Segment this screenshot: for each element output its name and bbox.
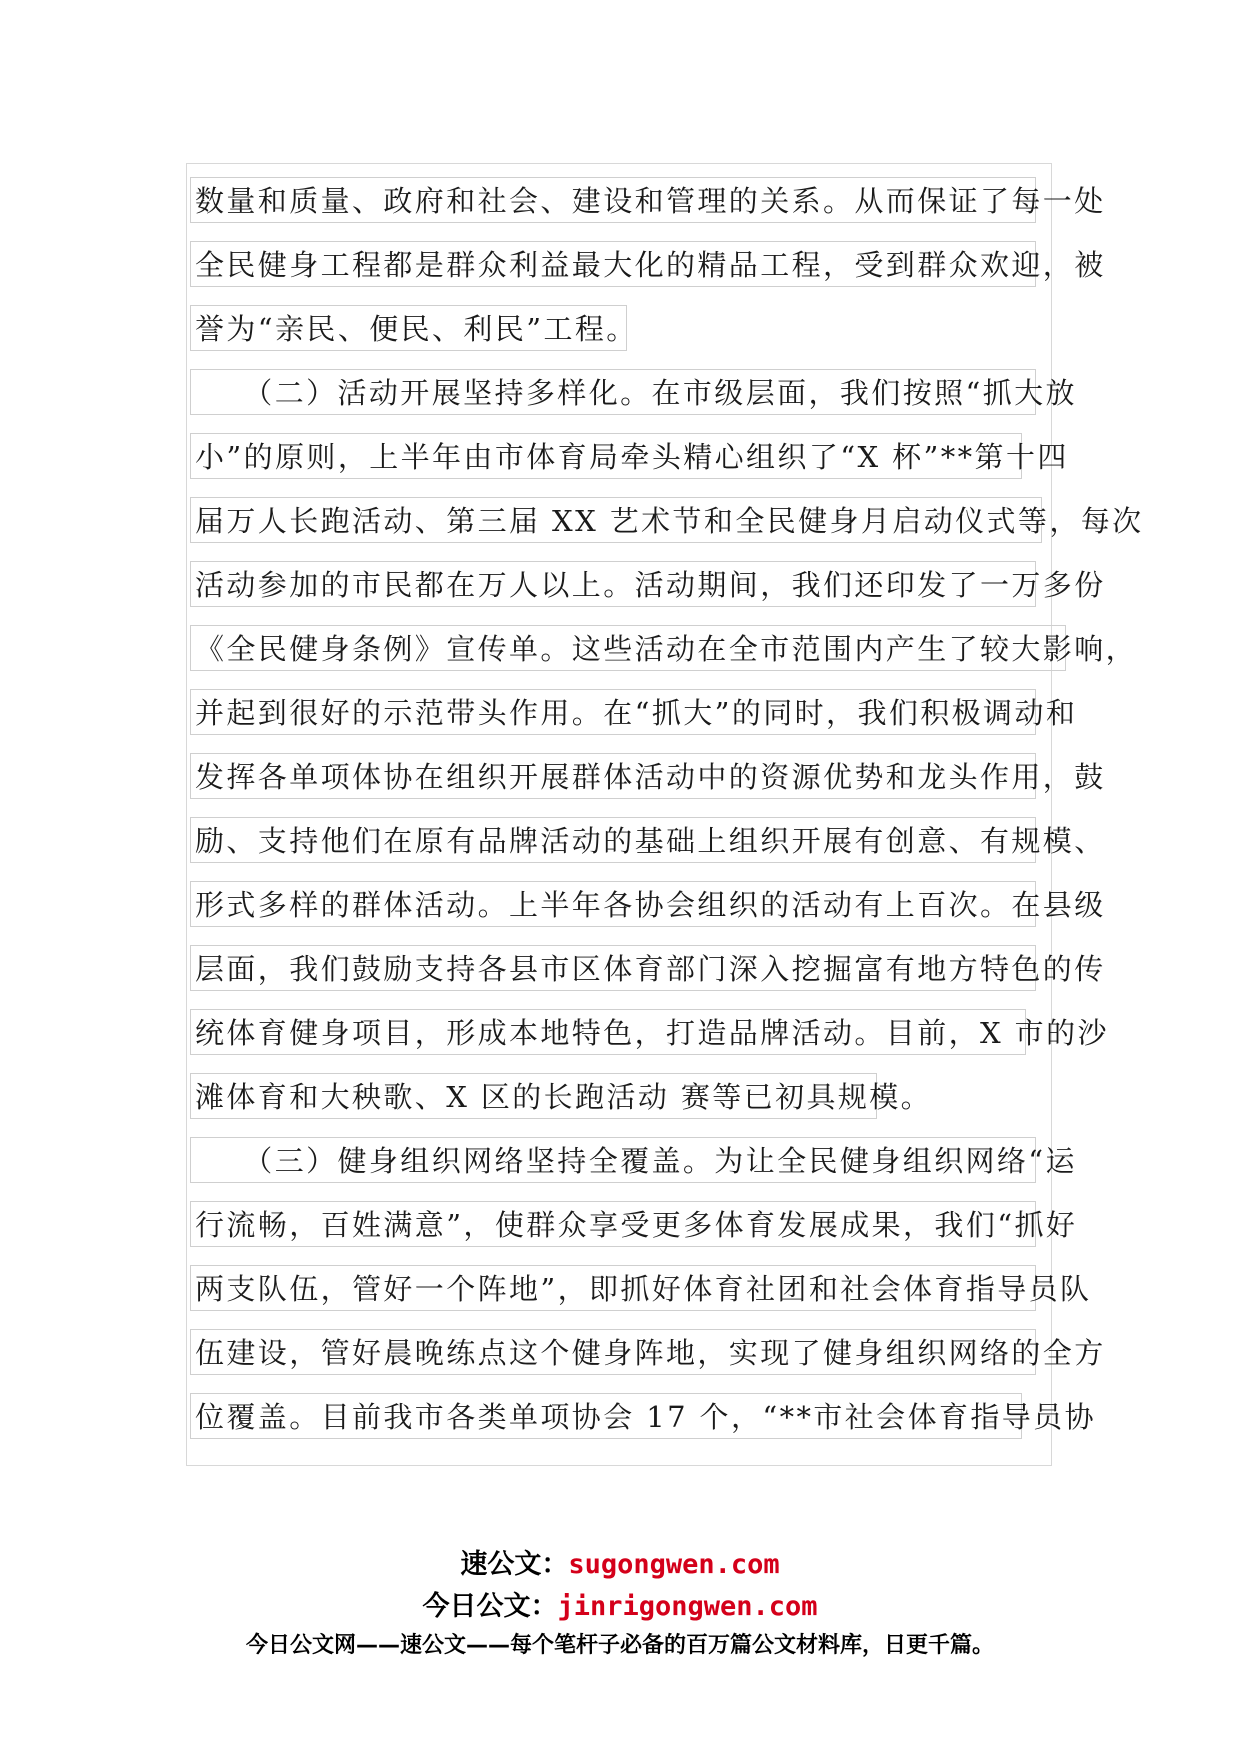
text-line: 小”的原则，上半年由市体育局牵头精心组织了“X 杯”**第十四 bbox=[190, 433, 1022, 479]
text-line: 位覆盖。目前我市各类单项协会 17 个，“**市社会体育指导员协 bbox=[190, 1393, 1022, 1439]
text-line: 届万人长跑活动、第三届 XX 艺术节和全民健身月启动仪式等，每次 bbox=[190, 497, 1042, 543]
footer-line-sugongwen bbox=[0, 1542, 1240, 1581]
text-line: 形式多样的群体活动。上半年各协会组织的活动有上百次。在县级 bbox=[190, 881, 1036, 927]
text-line: 《全民健身条例》宣传单。这些活动在全市范围内产生了较大影响， bbox=[190, 625, 1066, 671]
text-line: 两支队伍，管好一个阵地”，即抓好体育社团和社会体育指导员队 bbox=[190, 1265, 1036, 1311]
text-line: 统体育健身项目，形成本地特色，打造品牌活动。目前，X 市的沙 bbox=[190, 1009, 1026, 1055]
text-line: （三）健身组织网络坚持全覆盖。为让全民健身组织网络“运 bbox=[190, 1137, 1036, 1183]
text-line: 誉为“亲民、便民、利民”工程。 bbox=[190, 305, 627, 351]
text-line: 行流畅，百姓满意”，使群众享受更多体育发展成果，我们“抓好 bbox=[190, 1201, 1036, 1247]
text-line: 发挥各单项体协在组织开展群体活动中的资源优势和龙头作用，鼓 bbox=[190, 753, 1036, 799]
footer-label: 速公文： bbox=[460, 1549, 569, 1580]
text-line: 伍建设，管好晨晚练点这个健身阵地，实现了健身组织网络的全方 bbox=[190, 1329, 1036, 1375]
text-line: （二）活动开展坚持多样化。在市级层面，我们按照“抓大放 bbox=[190, 369, 1036, 415]
text-line: 全民健身工程都是群众利益最大化的精品工程，受到群众欢迎，被 bbox=[190, 241, 1036, 287]
text-line: 励、支持他们在原有品牌活动的基础上组织开展有创意、有规模、 bbox=[190, 817, 1036, 863]
text-line: 并起到很好的示范带头作用。在“抓大”的同时，我们积极调动和 bbox=[190, 689, 1036, 735]
footer-link-jinrigongwen[interactable]: jinrigongwen.com bbox=[557, 1591, 818, 1622]
footer-label: 今日公文： bbox=[422, 1591, 558, 1622]
text-line: 数量和质量、政府和社会、建设和管理的关系。从而保证了每一处 bbox=[190, 177, 1036, 223]
footer-link-sugongwen[interactable]: sugongwen.com bbox=[568, 1549, 780, 1580]
text-line: 层面，我们鼓励支持各县市区体育部门深入挖掘富有地方特色的传 bbox=[190, 945, 1036, 991]
footer-line-jinrigongwen bbox=[0, 1584, 1240, 1623]
text-line: 活动参加的市民都在万人以上。活动期间，我们还印发了一万多份 bbox=[190, 561, 1036, 607]
footer-slogan: 今日公文网——速公文——每个笔杆子必备的百万篇公文材料库，日更千篇。 bbox=[245, 1633, 994, 1658]
text-line: 滩体育和大秧歌、X 区的长跑活动 赛等已初具规模。 bbox=[190, 1073, 877, 1119]
